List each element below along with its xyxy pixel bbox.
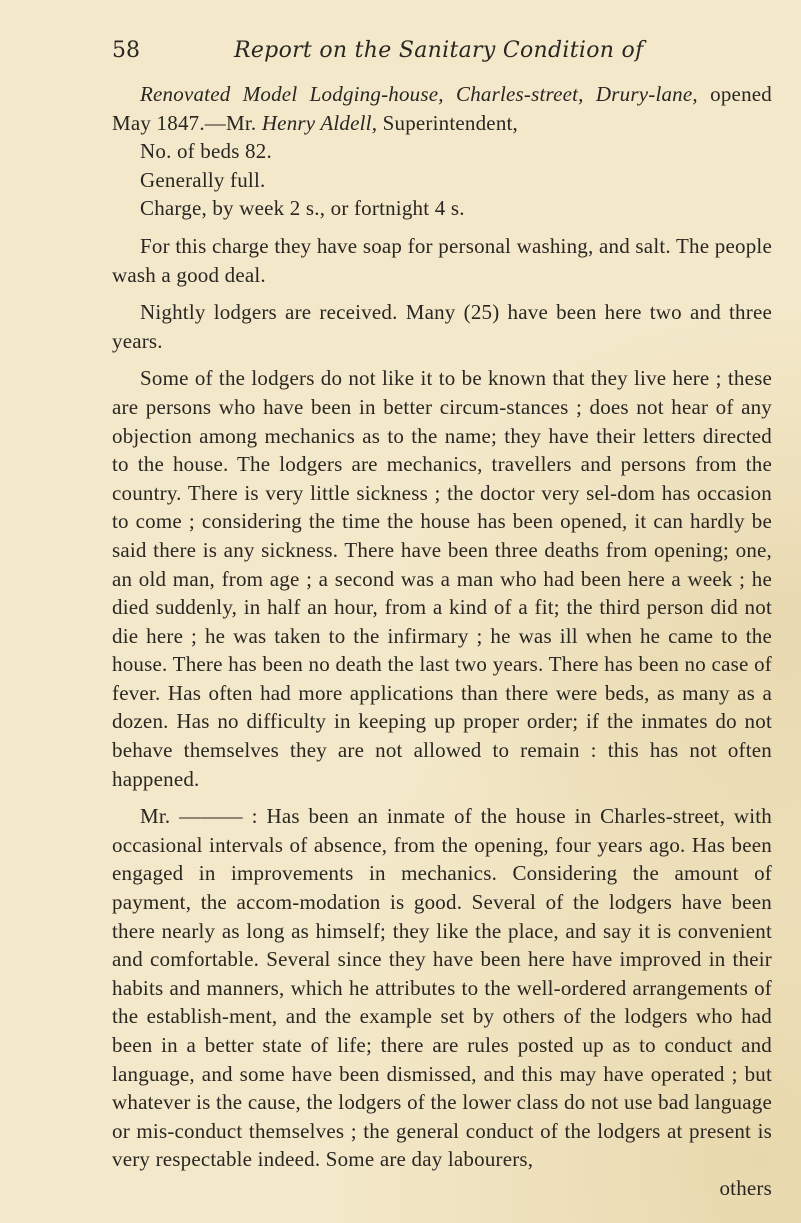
page-number: 58 xyxy=(112,38,140,63)
catchword: others xyxy=(719,1175,772,1200)
lead-paragraph xyxy=(112,80,772,137)
body-text xyxy=(112,80,772,1203)
lead-name: Henry Aldell, xyxy=(261,110,378,135)
paragraph-lodgers: Some of the lodgers do not like it to be known that they live here ; these are persons who have been in better circum-stances ; does not hear of any objection among mechanics as to the name; they have their letters directed to the house. The lodgers are mechanics, travellers and persons from the country. There is very little sickness ; the doctor very sel-dom has occasion to come ; considering the time the house has been opened, it can hardly be said there is any sickness. There have been three deaths from opening; one, an old man, from age ; a second was a man who had been here a week ; he died suddenly, in half an hour, from a kind of a fit; the third person did not die here ; he was taken to the infirmary ; he was ill when he came to the house. There has been no death the last two years. There has been no case of fever. Has often had more applications than there were beds, as many as a dozen. Has no difficulty in keeping up proper order; if the inmates do not behave themselves they are not allowed to remain : this has not often happened. xyxy=(112,366,772,791)
paragraph-nightly: Nightly lodgers are received. Many (25) have been here two and three years. xyxy=(112,300,772,353)
fact-beds: No. of beds 82. xyxy=(140,139,272,164)
lead-title: Renovated Model Lodging-house, Charles-street, Drury-lane, xyxy=(140,82,698,106)
fact-full: Generally full. xyxy=(140,167,266,192)
fact-charge: Charge, by week 2 s., or fortnight 4 s. xyxy=(140,196,465,221)
lead-opened: opened May 1847.—Mr. xyxy=(112,82,772,135)
running-title: Report on the Sanitary Condition of xyxy=(234,38,644,63)
lead-role: Superintendent, xyxy=(377,110,519,135)
page-header xyxy=(112,36,772,66)
paragraph-soap: For this charge they have soap for personal washing, and salt. The people wash a good deal. xyxy=(112,233,772,287)
paragraph-mr: Mr. ——— : Has been an inmate of the house in Charles-street, with occasional intervals of absence, from the opening, four years ago. Has been engaged in improvements in mechanics. Considering the amount of payment, the accom-modation is good. Several of the lodgers have been there nearly as long as himself; they like the place, and say it is convenient and comfortable. Several since they have been here have improved in their habits and manners, which he attributes to the well-ordered arrangements of the establish-ment, and the example set by others of the lodgers who had been in a better state of life; there are rules posted up as to conduct and language, and some have been dismissed, and this may have operated ; but whatever is the cause, the lodgers of the lower class do not use bad language or mis-conduct themselves ; the general conduct of the lodgers at present is very respectable indeed. Some are day labourers, xyxy=(112,804,772,1172)
